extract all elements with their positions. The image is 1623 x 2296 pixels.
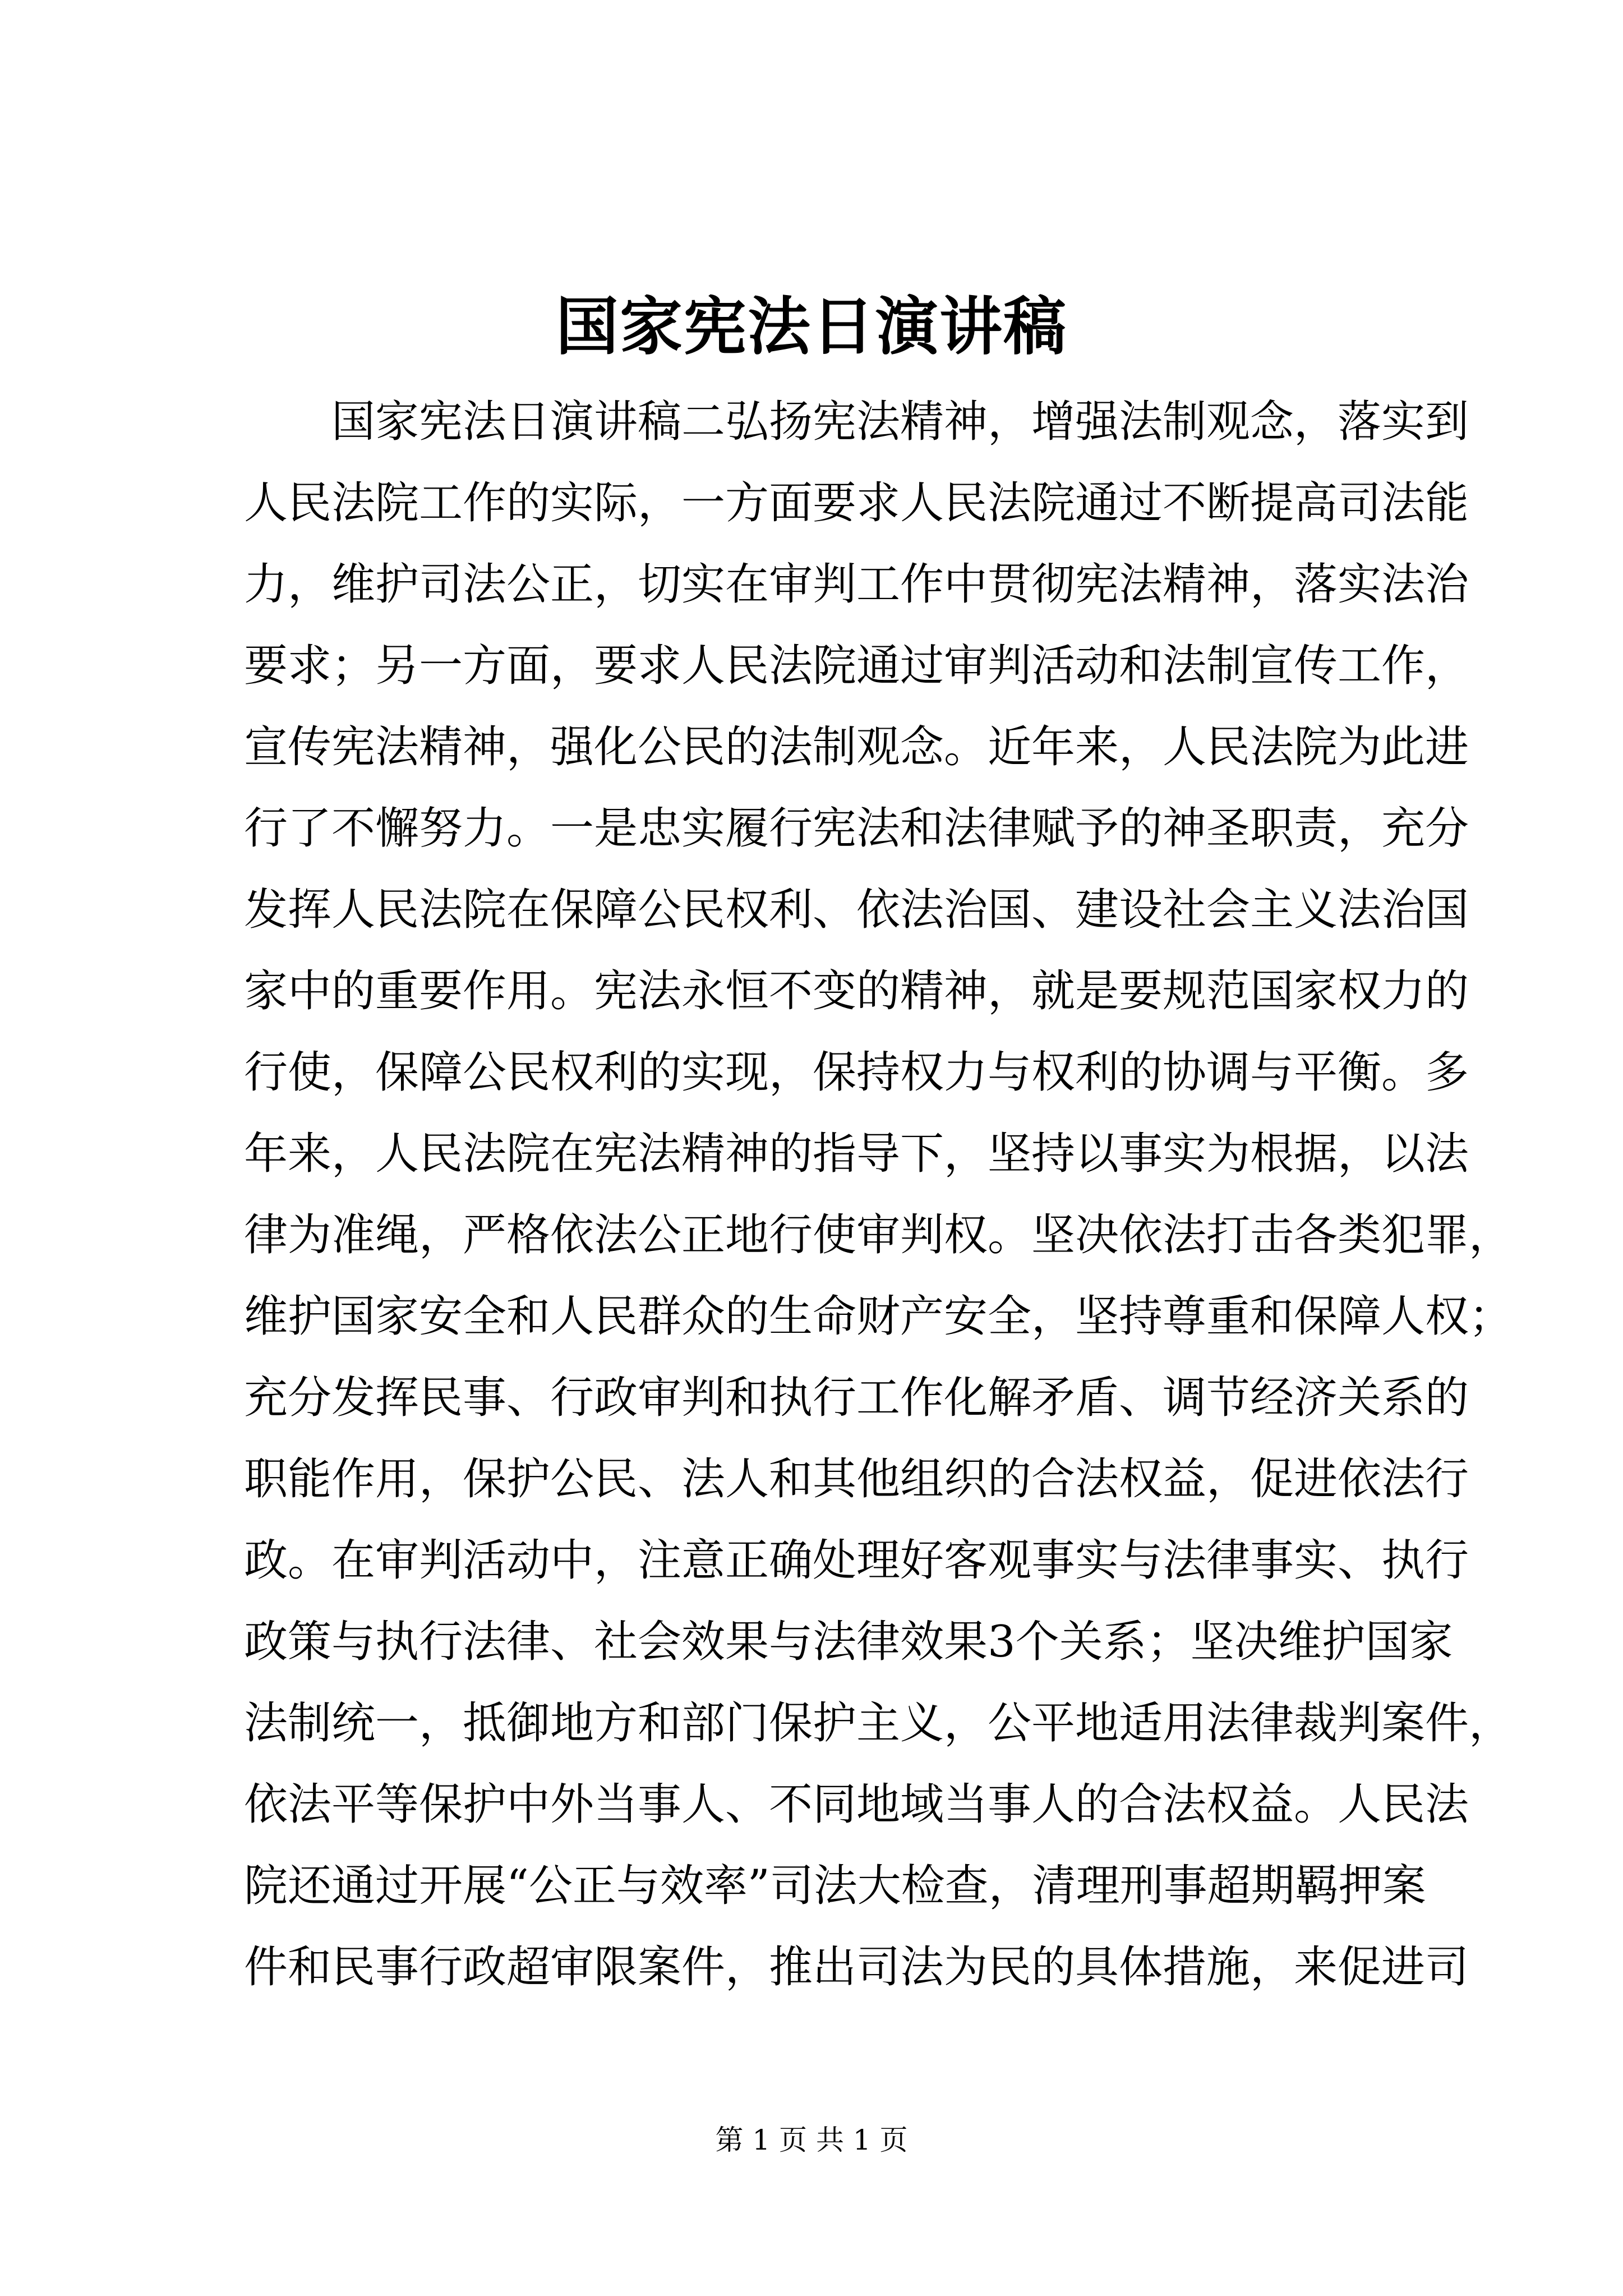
- body-line: 发挥人民法院在保障公民权利、依法治国、建设社会主义法治国: [244, 885, 1469, 935]
- body-line: 充分发挥民事、行政审判和执行工作化解矛盾、调节经济关系的: [244, 1373, 1469, 1423]
- body-line: 行使，保障公民权利的实现，保持权力与权利的协调与平衡。多: [244, 1047, 1469, 1098]
- body-line: 职能作用，保护公民、法人和其他组织的合法权益，促进依法行: [244, 1454, 1469, 1504]
- body-line: 行了不懈努力。一是忠实履行宪法和法律赋予的神圣职责，充分: [244, 803, 1469, 854]
- body-line: 宣传宪法精神，强化公民的法制观念。近年来，人民法院为此进: [244, 722, 1469, 772]
- body-line: 件和民事行政超审限案件，推出司法为民的具体措施，来促进司: [244, 1942, 1469, 1993]
- body-line: 院还通过开展“公正与效率”司法大检查，清理刑事超期羁押案: [244, 1861, 1426, 1911]
- page-footer: 第 1 页 共 1 页: [715, 2124, 908, 2156]
- document-title: 国家宪法日演讲稿: [556, 290, 1067, 364]
- body-line: 国家宪法日演讲稿二弘扬宪法精神，增强法制观念，落实到: [331, 397, 1469, 447]
- document-body: [244, 381, 1513, 2008]
- body-line: 家中的重要作用。宪法永恒不变的精神，就是要规范国家权力的: [244, 966, 1469, 1016]
- body-line: 维护国家安全和人民群众的生命财产安全，坚持尊重和保障人权；: [244, 1291, 1513, 1342]
- body-line: 政策与执行法律、社会效果与法律效果3个关系；坚决维护国家: [244, 1617, 1453, 1667]
- body-line: 力，维护司法公正，切实在审判工作中贯彻宪法精神，落实法治: [244, 559, 1469, 610]
- body-line: 律为准绳，严格依法公正地行使审判权。坚决依法打击各类犯罪，: [244, 1210, 1513, 1260]
- body-line: 政。在审判活动中，注意正确处理好客观事实与法律事实、执行: [244, 1535, 1469, 1586]
- body-line: 法制统一，抵御地方和部门保护主义，公平地适用法律裁判案件，: [244, 1698, 1513, 1749]
- body-line: 依法平等保护中外当事人、不同地域当事人的合法权益。人民法: [244, 1779, 1469, 1830]
- body-line: 人民法院工作的实际，一方面要求人民法院通过不断提高司法能: [244, 478, 1469, 528]
- body-line: 年来，人民法院在宪法精神的指导下，坚持以事实为根据，以法: [244, 1129, 1469, 1179]
- body-line: 要求；另一方面，要求人民法院通过审判活动和法制宣传工作，: [244, 641, 1469, 691]
